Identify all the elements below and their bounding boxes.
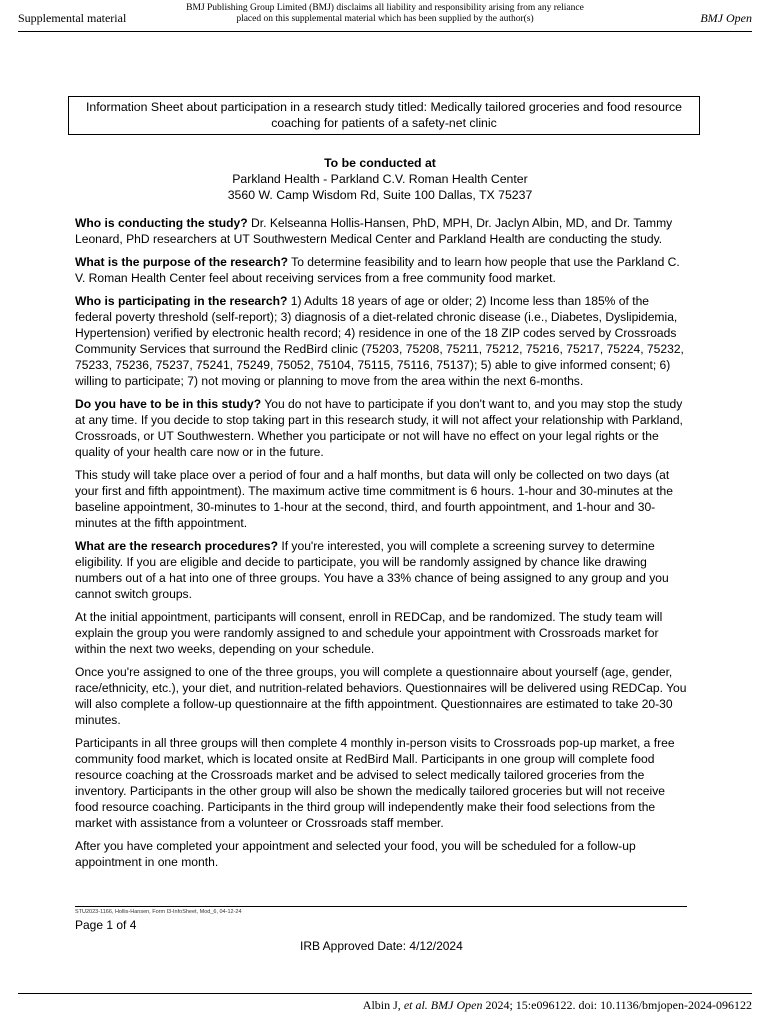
file-reference: STU2023-1166, Hollis-Hansen, Form I3-InfoSheet, Mod_6, 04-12-24 [75,909,242,915]
duration-paragraph: This study will take place over a period of four and a half months, but data will only be collected on two days (at your first and fifth appointment). The maximum active time commitment is 6 hours. 1-hour and 30-minutes at the baseline appointment, 30-minutes to 1-hour at the second, third, and fourth appointment, and 1-hour and 30-minutes at the fifth appointment. [75,468,674,530]
have-to-question: Do you have to be in this study? [75,397,262,411]
citation-details: 2024; 15:e096122. doi: 10.1136/bmjopen-2024-096122 [482,998,752,1012]
procedures-question: What are the research procedures? [75,539,278,553]
citation-divider [18,993,752,994]
location-heading: To be conducted at [324,156,436,170]
document-title: Information Sheet about participation in a research study titled: Medically tailored groceries and food resource coaching for patients of a safety-net clinic [68,96,700,135]
citation [363,998,752,1013]
header-divider [18,31,752,32]
journal-name: BMJ Open [700,11,752,25]
initial-appointment-paragraph: At the initial appointment, participants will consent, enroll in REDCap, and be randomized. The study team will explain the group you were randomly assigned to and schedule your appointment with Crossroads market for within the next two weeks, depending on your schedule. [75,610,663,656]
supplemental-material-label: Supplemental material [18,11,127,25]
irb-approval-date: IRB Approved Date: 4/12/2024 [300,939,463,953]
disclaimer-line-2: placed on this supplemental material which has been supplied by the author(s) [236,14,534,24]
disclaimer-line-1: BMJ Publishing Group Limited (BMJ) disclaims all liability and responsibility arising from any reliance [186,3,584,13]
procedures-paragraph [75,538,689,602]
bmj-disclaimer [160,3,610,25]
purpose-answer: To determine feasibility and to learn how people that use the Parkland C. V. Roman Health Center feel about receiving services from a free community food market. [75,255,680,285]
participating-paragraph [75,293,689,389]
participating-answer: 1) Adults 18 years of age or older; 2) Income less than 185% of the federal poverty threshold (self-report); 3) diagnosis of a diet-related chronic disease (i.e., Diabetes, Dyslipidemia, Hypertension) verified by electronic health record; 4) residence in one of the 18 ZIP codes served by Crossroads Community Services that surround the RedBird clinic (75203, 75208, 75211, 75212, 75216, 75217, 75224, 75232, 75233, 75236, 75237, 75241, 75249, 75052, 75104, 75115, 75116, 75137); 5) able to give informed consent; 6) willing to participate; 7) not moving or planning to move from the area within the next 6-months. [75,294,684,388]
page-number: Page 1 of 4 [75,918,137,932]
citation-authors: Albin J, [362,998,404,1012]
procedures-answer: If you're interested, you will complete a screening survey to determine eligibility. If you are eligible and decide to participate, you will be randomly assigned by chance like drawing numbers out of a hat into one of three groups. You have a 33% chance of being assigned to any group and you cannot switch groups. [75,539,669,601]
location-line-2: 3560 W. Camp Wisdom Rd, Suite 100 Dallas, TX 75237 [227,188,533,202]
groups-paragraph: Participants in all three groups will then complete 4 monthly in-person visits to Crossroads pop-up market, a free community food market, which is located onsite at RedBird Mall. Participants in one group will complete food resource coaching at the Crossroads market and be advised to select medically tailored groceries from the inventory. Participants in the other group will also be shown the medically tailored groceries but will not receive food resource coaching. Participants in the third group will independently make their food selections from the market with assistance from a volunteer or Crossroads staff member. [75,736,675,830]
location-line-1: Parkland Health - Parkland C.V. Roman Health Center [232,172,528,186]
who-conducting-question: Who is conducting the study? [75,216,248,230]
have-to-answer: You do not have to participate if you don't want to, and you may stop the study at any time. If you decide to stop taking part in this research study, it will not affect your relationship with Parkland, Crossroads, or UT Southwestern. Whether you participate or not will have no effect on your legal rights or the quality of your health care now or in the future. [75,397,683,459]
purpose-paragraph [75,254,689,286]
who-conducting-answer: Dr. Kelseanna Hollis-Hansen, PhD, MPH, Dr. Jaclyn Albin, MD, and Dr. Tammy Leonard, PhD researchers at UT Southwestern Medical Center and Parkland Health are conducting the study. [75,216,673,246]
document-body [75,215,689,877]
follow-up-paragraph: After you have completed your appointment and selected your food, you will be scheduled for a follow-up appointment in one month. [75,839,636,869]
participating-question: Who is participating in the research? [75,294,288,308]
who-conducting-paragraph [75,215,689,247]
have-to-paragraph [75,396,689,460]
questionnaire-paragraph: Once you're assigned to one of the three groups, you will complete a questionnaire about yourself (age, gender, race/ethnicity, etc.), your diet, and nutrition-related behaviors. Questionnaires will be delivered using REDCap. You will also complete a follow-up questionnaire at the fifth appointment. Questionnaires are estimated to take 20-30 minutes. [75,665,687,727]
citation-etal-journal: et al. BMJ Open [403,998,483,1012]
purpose-question: What is the purpose of the research? [75,255,289,269]
footer-divider [75,906,687,907]
location-block [70,155,690,203]
